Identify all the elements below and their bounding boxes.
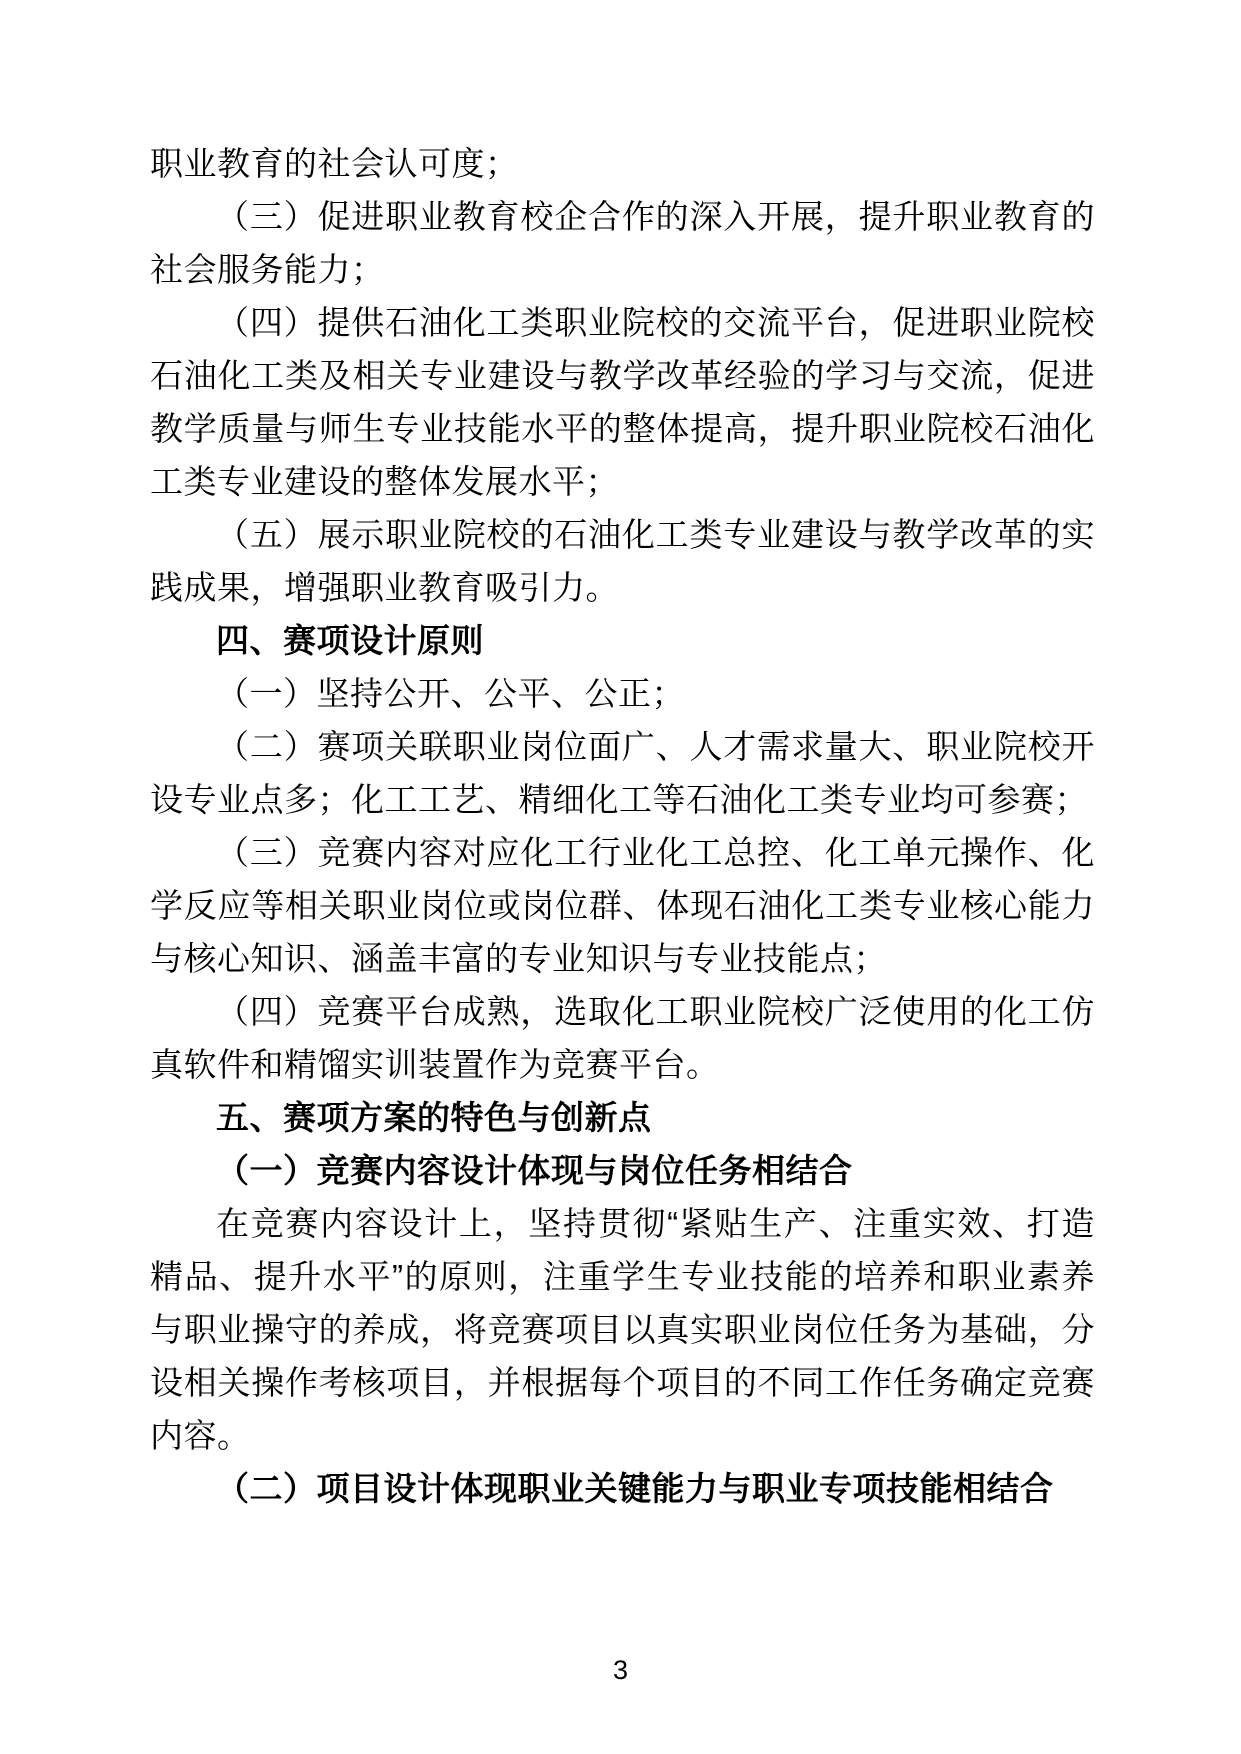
document-body: [150, 137, 1095, 1515]
body-paragraph: （二）赛项关联职业岗位面广、人才需求量大、职业院校开设专业点多；化工工艺、精细化工等石油化工类专业均可参赛；: [150, 728, 1095, 818]
section-heading: （一）竞赛内容设计体现与岗位任务相结合: [216, 1152, 853, 1189]
body-paragraph: （四）提供石油化工类职业院校的交流平台，促进职业院校石油化工类及相关专业建设与教学改革经验的学习与交流，促进教学质量与师生专业技能水平的整体提高，提升职业院校石油化工类专业建设的整体发展水平；: [150, 304, 1095, 500]
body-paragraph: （四）竞赛平台成熟，选取化工职业院校广泛使用的化工仿真软件和精馏实训装置作为竞赛平台。: [150, 993, 1095, 1083]
body-paragraph: 职业教育的社会认可度；: [150, 145, 519, 182]
section-heading: 五、赛项方案的特色与创新点: [216, 1099, 652, 1136]
body-paragraph: （五）展示职业院校的石油化工类专业建设与教学改革的实践成果，增强职业教育吸引力。: [150, 516, 1095, 606]
page-number: 3: [612, 1655, 629, 1685]
section-heading: 四、赛项设计原则: [216, 622, 484, 659]
body-paragraph: （三）促进职业教育校企合作的深入开展，提升职业教育的社会服务能力；: [150, 198, 1095, 288]
section-heading: （二）项目设计体现职业关键能力与职业专项技能相结合: [216, 1470, 1054, 1507]
body-paragraph: （一）坚持公开、公平、公正；: [216, 675, 685, 712]
body-paragraph: （三）竞赛内容对应化工行业化工总控、化工单元操作、化学反应等相关职业岗位或岗位群、体现石油化工类专业核心能力与核心知识、涵盖丰富的专业知识与专业技能点；: [150, 834, 1095, 977]
body-paragraph: 在竞赛内容设计上，坚持贯彻“紧贴生产、注重实效、打造精品、提升水平”的原则，注重学生专业技能的培养和职业素养与职业操守的养成，将竞赛项目以真实职业岗位任务为基础，分设相关操作考核项目，并根据每个项目的不同工作任务确定竞赛内容。: [150, 1205, 1095, 1454]
